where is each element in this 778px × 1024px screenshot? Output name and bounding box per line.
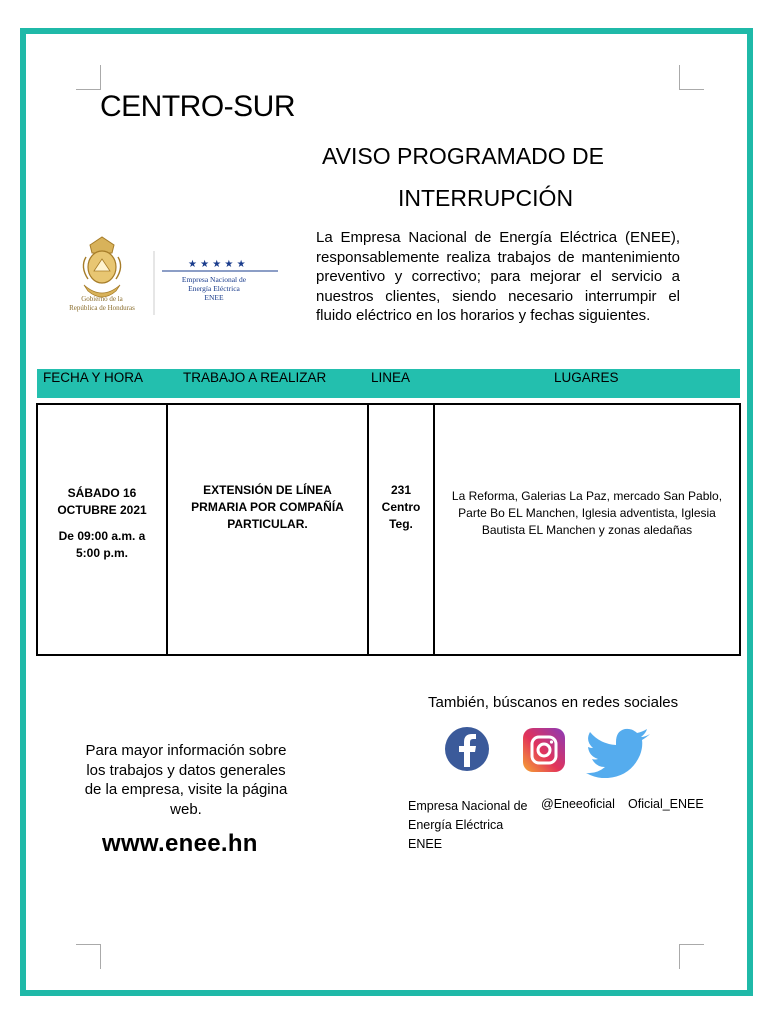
notice-title-line2: INTERRUPCIÓN [398, 185, 574, 211]
header-places: LUGARES [554, 370, 619, 385]
line-name1: Centro [381, 500, 421, 514]
honduras-coat-of-arms-icon [83, 237, 120, 297]
instagram-handle: @Eneeoficial [541, 797, 615, 811]
date-line2: OCTUBRE 2021 [57, 503, 147, 517]
work-cell [167, 404, 368, 655]
crop-mark [76, 944, 101, 969]
table-row [37, 404, 740, 655]
crop-mark [76, 65, 101, 90]
time-line1: De 09:00 a.m. a [58, 529, 146, 543]
header-work: TRABAJO A REALIZAR [183, 370, 327, 385]
institution-logos [42, 215, 306, 343]
social-title: También, búscanos en redes sociales [428, 694, 679, 711]
line-name2: Teg. [389, 517, 413, 531]
crop-mark [679, 65, 704, 90]
twitter-icon[interactable] [586, 728, 652, 778]
header-line: LINEA [371, 370, 411, 385]
website-link[interactable]: www.enee.hn [102, 830, 258, 857]
table-header-bar [37, 369, 740, 398]
crop-mark [679, 944, 704, 969]
more-info-text: Para mayor información sobre los trabajos y datos generales de la empresa, visite la página web. [84, 742, 288, 818]
facebook-handle-line1: Empresa Nacional de [408, 799, 528, 813]
intro-paragraph: La Empresa Nacional de Energía Eléctrica (ENEE), responsablemente realiza trabajos de mantenimiento preventivo y correctivo; para mejorar el servicio a nuestros clientes, siendo necesario interrumpir el fluido eléctrico en los horarios y fechas siguientes. [316, 229, 680, 324]
notice-title-line1: AVISO PROGRAMADO DE [322, 143, 605, 169]
region-title: CENTRO-SUR [100, 90, 295, 123]
stars-icon [188, 259, 246, 270]
date-line1: SÁBADO 16 [67, 486, 137, 500]
header-date: FECHA Y HORA [43, 370, 144, 385]
time-line2: 5:00 p.m. [75, 546, 129, 560]
places-cell [434, 404, 740, 655]
svg-text:★ ★ ★ ★ ★: ★ ★ ★ ★ ★ [188, 259, 246, 270]
gov-logo-text-1: Gobierno de la [81, 295, 123, 303]
work-text: EXTENSIÓN DE LÍNEA PRMARIA POR COMPAÑÍA PARTICULAR. [191, 483, 344, 531]
outage-table [36, 403, 741, 656]
facebook-handle-line3: ENEE [408, 837, 443, 851]
facebook-handle-line2: Energía Eléctrica [408, 818, 504, 832]
enee-logo-text-2: Energía Eléctrica [188, 284, 240, 293]
facebook-icon[interactable] [444, 723, 490, 775]
line-number: 231 [390, 483, 412, 497]
enee-logo-text-3: ENEE [204, 293, 224, 302]
gov-logo-text-2: República de Honduras [69, 304, 135, 312]
logos-graphic [42, 215, 306, 343]
places-text: La Reforma, Galerias La Paz, mercado San Pablo, Parte Bo EL Manchen, Iglesia adventista, Iglesia Bautista EL Manchen y zonas aledañas [451, 489, 723, 537]
twitter-handle: Oficial_ENEE [628, 797, 704, 811]
date-cell [37, 404, 167, 655]
enee-logo-text-1: Empresa Nacional de [181, 275, 247, 284]
instagram-icon[interactable] [522, 727, 566, 773]
facebook-handle [408, 797, 543, 854]
line-cell [368, 404, 434, 655]
